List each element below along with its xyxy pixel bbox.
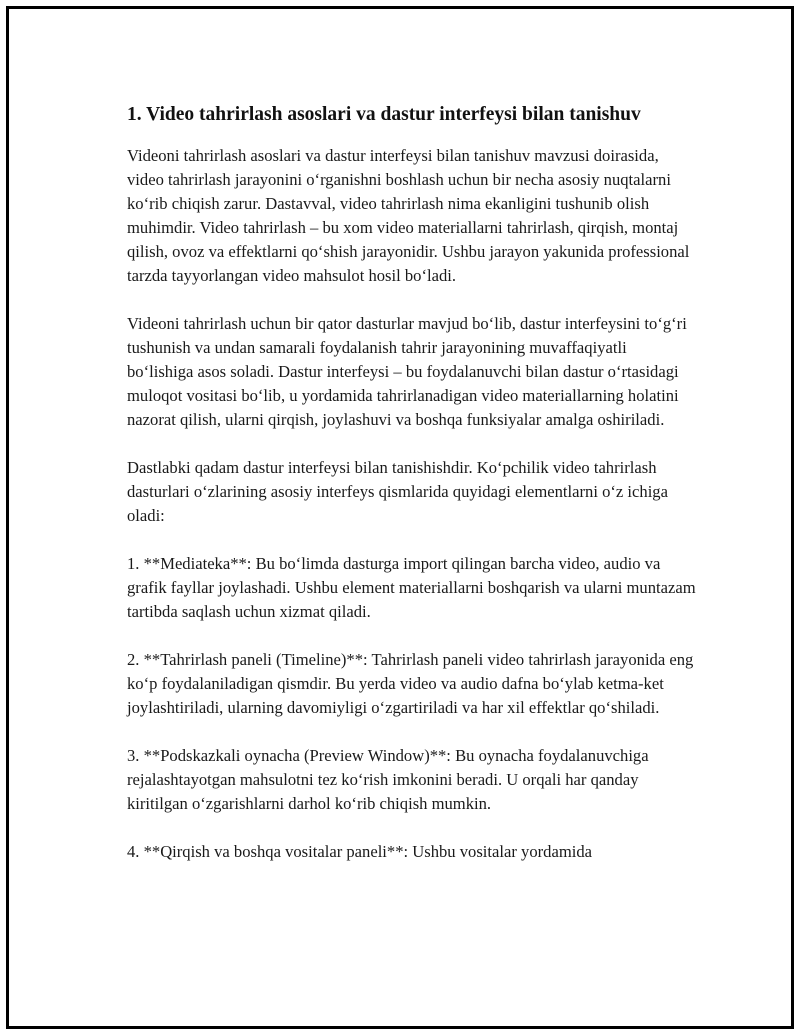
- paragraph-software: Videoni tahrirlash uchun bir qator dasturlar mavjud bo‘lib, dastur interfeysini to‘g‘ri tushunish va undan samarali foydalanish tahrir jarayonining muvaffaqiyatli bo‘lishiga asos soladi. Dastur interfeysi – bu foydalanuvchi bilan dastur o‘rtasidagi muloqot vositasi bo‘lib, u yordamida tahrirlanadigan video materiallarning holatini nazorat qilish, ularni qirqish, joylashuvi va boshqa funksiyalar amalga oshiriladi.: [127, 314, 687, 429]
- page-frame: [6, 6, 794, 1029]
- list-item-timeline: 2. **Tahrirlash paneli (Timeline)**: Tahrirlash paneli video tahrirlash jarayonida eng ko‘p foydalaniladigan qismdir. Bu yerda video va audio dafna bo‘ylab ketma-ket joylashtiriladi, ularning davomiyligi o‘zgartiriladi va har xil effektlar qo‘shiladi.: [127, 650, 694, 717]
- list-item-tools-panel: 4. **Qirqish va boshqa vositalar paneli**: Ushbu vositalar yordamida: [127, 842, 592, 861]
- list-item-mediateka: 1. **Mediateka**: Bu bo‘limda dasturga import qilingan barcha video, audio va grafik fayllar joylashadi. Ushbu element materiallarni boshqarish va ularni muntazam tartibda saqlash uchun xizmat qiladi.: [127, 554, 696, 621]
- document-title: 1. Video tahrirlash asoslari va dastur interfeysi bilan tanishuv: [127, 104, 641, 125]
- paragraph-first-step: Dastlabki qadam dastur interfeysi bilan tanishishdir. Ko‘pchilik video tahrirlash dasturlari o‘zlarining asosiy interfeys qismlarida quyidagi elementlarni o‘z ichiga oladi:: [127, 458, 668, 525]
- document-body: [127, 102, 697, 888]
- list-item-preview-window: 3. **Podskazkali oynacha (Preview Window)**: Bu oynacha foydalanuvchiga rejalashtayotgan mahsulotni tez ko‘rish imkonini beradi. U orqali har qanday kiritilgan o‘zgarishlarni darhol ko‘rib chiqish mumkin.: [127, 746, 649, 813]
- paragraph-intro: Videoni tahrirlash asoslari va dastur interfeysi bilan tanishuv mavzusi doirasida, video tahrirlash jarayonini o‘rganishni boshlash uchun bir necha asosiy nuqtalarni ko‘rib chiqish zarur. Dastavval, video tahrirlash nima ekanligini tushunib olish muhimdir. Video tahrirlash – bu xom video materiallarni tahrirlash, qirqish, montaj qilish, ovoz va effektlarni qo‘shish jarayonidir. Ushbu jarayon yakunida professional tarzda tayyorlangan video mahsulot hosil bo‘ladi.: [127, 146, 690, 285]
